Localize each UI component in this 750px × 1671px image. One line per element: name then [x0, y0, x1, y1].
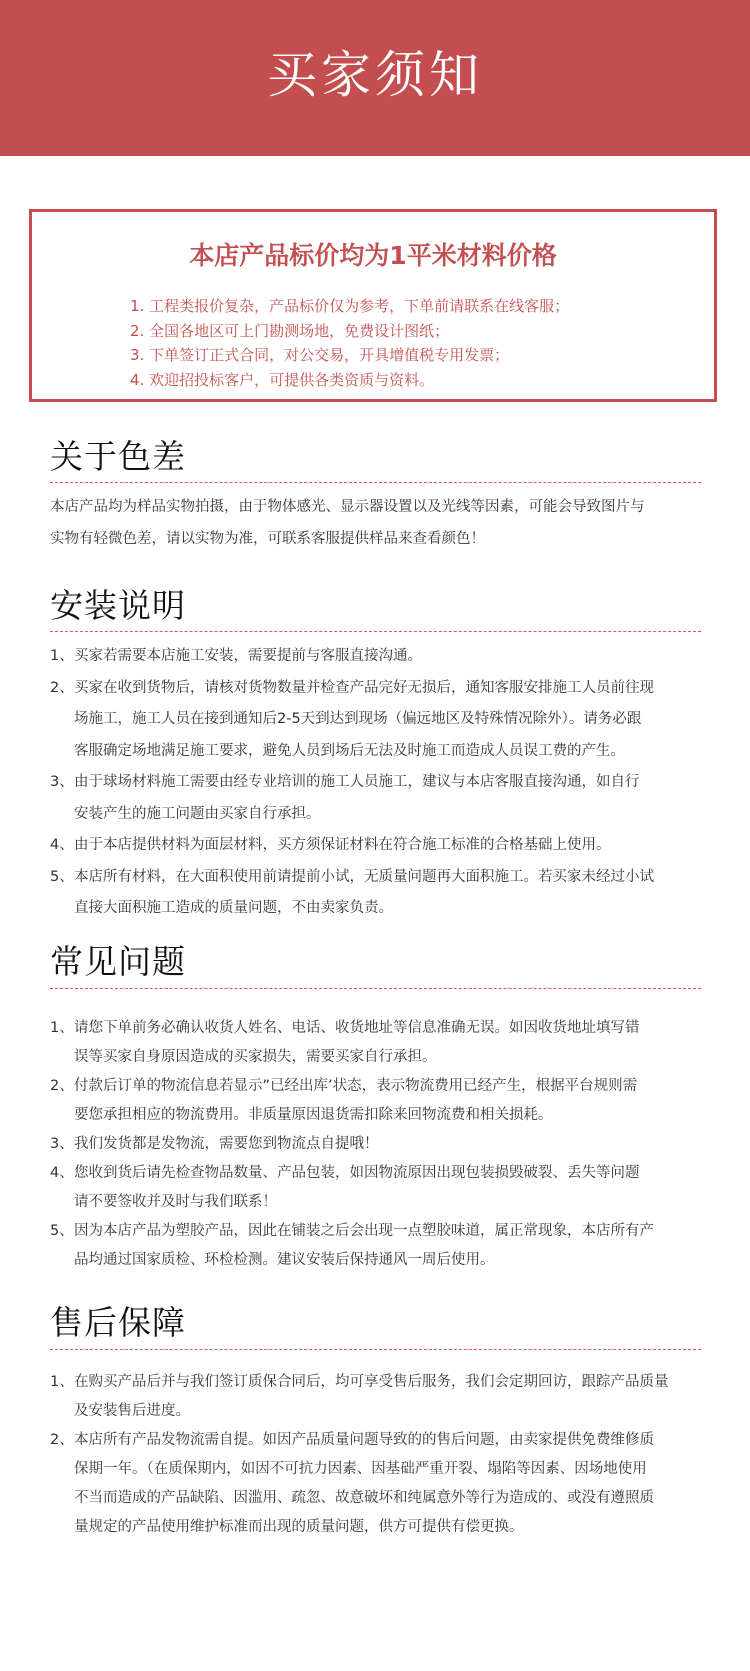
item-line: 及安装售后进度。 [74, 1403, 190, 1419]
item-number: 5、 [50, 1223, 74, 1239]
item-line: 保期一年。（在质保期内，如因不可抗力因素、因基础严重开裂、塌陷等因素、因场地使用 [74, 1461, 647, 1477]
list-item [50, 1130, 705, 1159]
item-line: 误等买家自身原因造成的买家损失，需要买家自行承担。 [74, 1049, 437, 1065]
item-number: 1、 [50, 1020, 74, 1036]
section-body-faq [50, 1014, 705, 1275]
notice-item: 2. 全国各地区可上门勘测场地，免费设计图纸； [130, 321, 450, 340]
list-item [50, 1072, 705, 1130]
item-number: 1、 [50, 1374, 74, 1390]
list-item [50, 830, 705, 862]
section-body-after-sales [50, 1368, 705, 1542]
item-number: 2、 [50, 1078, 74, 1094]
item-line: 本店所有材料，在大面积使用前请提前小试，无质量问题再大面积施工。若买家未经过小试 [74, 868, 654, 885]
item-line: 买家若需要本店施工安装，需要提前与客服直接沟通。 [74, 648, 422, 664]
item-line: 直接大面积施工造成的质量问题，不由卖家负责。 [74, 900, 393, 916]
section-divider [50, 631, 701, 632]
item-line: 请您下单前务必确认收货人姓名、电话、收货地址等信息准确无误。如因收货地址填写错 [74, 1020, 640, 1036]
item-line: 买家在收到货物后，请核对货物数量并检查产品完好无损后，通知客服安排施工人员前往现 [74, 679, 654, 696]
section-body-color-difference [50, 491, 705, 555]
item-line: 因为本店产品为塑胶产品，因此在铺装之后会出现一点塑胶味道，属正常现象，本店所有产 [74, 1223, 654, 1239]
item-number: 4、 [50, 1165, 74, 1181]
item-line: 量规定的产品使用维护标准而出现的质量问题，供方可提供有偿更换。 [74, 1519, 524, 1535]
notice-title: 本店产品标价均为1平米材料价格 [189, 241, 557, 270]
item-line: 您收到货后请先检查物品数量、产品包装，如因物流原因出现包装损毁破裂、丢失等问题 [74, 1165, 640, 1181]
item-line: 由于球场材料施工需要由经专业培训的施工人员施工，建议与本店客服直接沟通，如自行 [74, 774, 640, 790]
item-number: 1、 [50, 648, 74, 664]
item-number: 2、 [50, 1432, 74, 1448]
section-title-color-difference: 关于色差 [50, 437, 186, 476]
paragraph-line: 本店产品均为样品实物拍摄，由于物体感光、显示器设置以及光线等因素，可能会导致图片与 [50, 499, 645, 515]
list-item [50, 1014, 705, 1072]
item-line: 安装产生的施工问题由买家自行承担。 [74, 805, 321, 822]
item-number: 3、 [50, 1136, 74, 1152]
notice-item: 4. 欢迎招投标客户，可提供各类资质与资料。 [130, 370, 435, 389]
item-number: 5、 [50, 868, 74, 885]
item-line: 由于本店提供材料为面层材料，买方须保证材料在符合施工标准的合格基础上使用。 [74, 837, 611, 853]
section-divider [50, 988, 701, 989]
list-item [50, 1368, 705, 1426]
list-item [50, 1159, 705, 1217]
list-item [50, 641, 705, 673]
item-line: 客服确定场地满足施工要求，避免人员到场后无法及时施工而造成人员误工费的产生。 [74, 742, 625, 759]
section-body-installation [50, 641, 705, 925]
item-line: 我们发货都是发物流，需要您到物流点自提哦！ [74, 1136, 379, 1152]
item-number: 3、 [50, 774, 74, 790]
section-title-installation: 安装说明 [50, 586, 186, 625]
section-title-faq: 常见问题 [50, 942, 186, 981]
notice-item: 3. 下单签订正式合同，对公交易，开具增值税专用发票； [130, 346, 510, 364]
list-item [50, 862, 705, 925]
notice-list [130, 294, 569, 392]
item-line: 要您承担相应的物流费用。非质量原因退货需扣除来回物流费和相关损耗。 [74, 1107, 553, 1123]
item-line: 在购买产品后并与我们签订质保合同后，均可享受售后服务，我们会定期回访，跟踪产品质量 [74, 1374, 669, 1390]
price-notice-box [29, 209, 717, 402]
item-line: 品均通过国家质检、环检检测。建议安装后保持通风一周后使用。 [74, 1252, 495, 1268]
item-line: 场施工，施工人员在接到通知后2-5天到达到现场（偏远地区及特殊情况除外）。请务必跟 [74, 711, 642, 727]
list-item [50, 767, 705, 830]
header-banner [0, 0, 750, 156]
item-line: 不当而造成的产品缺陷、因滥用、疏忽、故意破坏和纯属意外等行为造成的、或没有遵照质 [74, 1490, 654, 1506]
item-line: 本店所有产品发物流需自提。如因产品质量问题导致的的售后问题，由卖家提供免费维修质 [74, 1432, 654, 1448]
section-divider [50, 1349, 701, 1350]
paragraph-line: 实物有轻微色差，请以实物为准，可联系客服提供样品来查看颜色！ [50, 531, 485, 547]
list-item [50, 1426, 705, 1542]
item-number: 2、 [50, 679, 74, 696]
list-item [50, 1217, 705, 1275]
notice-item: 1. 工程类报价复杂，产品标价仅为参考，下单前请联系在线客服； [130, 297, 570, 315]
page-title: 买家须知 [267, 46, 483, 104]
list-item [50, 673, 705, 768]
section-divider [50, 482, 701, 483]
section-title-after-sales: 售后保障 [50, 1303, 186, 1342]
item-number: 4、 [50, 837, 74, 853]
item-line: 请不要签收并及时与我们联系！ [74, 1194, 277, 1210]
item-line: 付款后订单的物流信息若显示”已经出库’状态，表示物流费用已经产生，根据平台规则需 [74, 1078, 638, 1094]
